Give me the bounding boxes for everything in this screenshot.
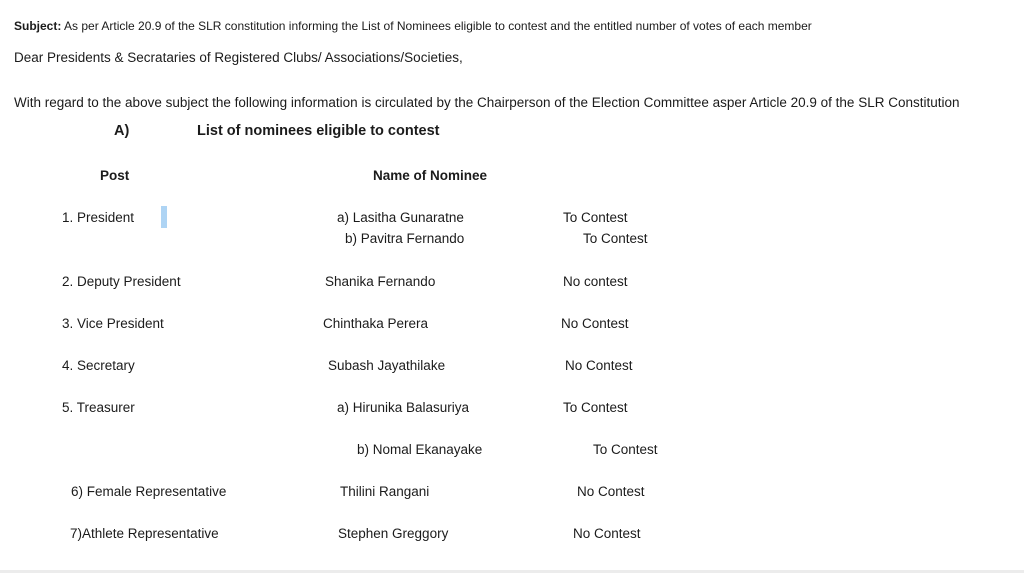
status-cell: To Contest [593, 442, 658, 457]
post-cell: 2. Deputy President [62, 274, 181, 289]
status-cell: To Contest [583, 231, 648, 246]
column-header-name: Name of Nominee [373, 168, 488, 183]
status-cell: No Contest [561, 316, 629, 331]
nominee-cell: Stephen Greggory [338, 526, 449, 541]
nominee-cell: Shanika Fernando [325, 274, 436, 289]
status-cell: No contest [563, 274, 628, 289]
text-cursor [161, 206, 167, 228]
post-cell: 7)Athlete Representative [70, 526, 219, 541]
column-header-post: Post [100, 168, 130, 183]
status-cell: To Contest [563, 400, 628, 415]
nominee-cell: Thilini Rangani [340, 484, 430, 499]
post-cell: 5. Treasurer [62, 400, 135, 415]
nominee-cell: a) Hirunika Balasuriya [337, 400, 470, 415]
nominee-cell: Chinthaka Perera [323, 316, 429, 331]
status-cell: No Contest [577, 484, 645, 499]
status-cell: To Contest [563, 210, 628, 225]
section-title: List of nominees eligible to contest [197, 123, 440, 139]
post-cell: 6) Female Representative [71, 484, 227, 499]
nominee-cell: b) Nomal Ekanayake [357, 442, 483, 457]
body-paragraph: With regard to the above subject the following information is circulated by the Chairperson of the Election Committee asper Article 20.9 of the SLR Constitution [14, 94, 960, 110]
subject-label: Subject: [14, 19, 62, 33]
nominee-cell: b) Pavitra Fernando [345, 231, 465, 246]
salutation-line: Dear Presidents & Secrataries of Registered Clubs/ Associations/Societies, [14, 49, 463, 65]
nominee-cell: a) Lasitha Gunaratne [337, 210, 464, 225]
section-marker: A) [114, 123, 130, 139]
status-cell: No Contest [565, 358, 633, 373]
status-cell: No Contest [573, 526, 641, 541]
post-cell: 1. President [62, 210, 135, 225]
subject-line [14, 19, 812, 33]
subject-text: As per Article 20.9 of the SLR constitution informing the List of Nominees eligible to contest and the entitled number of votes of each member [64, 19, 812, 33]
nominee-cell: Subash Jayathilake [328, 358, 446, 373]
post-cell: 3. Vice President [62, 316, 164, 331]
post-cell: 4. Secretary [62, 358, 135, 373]
